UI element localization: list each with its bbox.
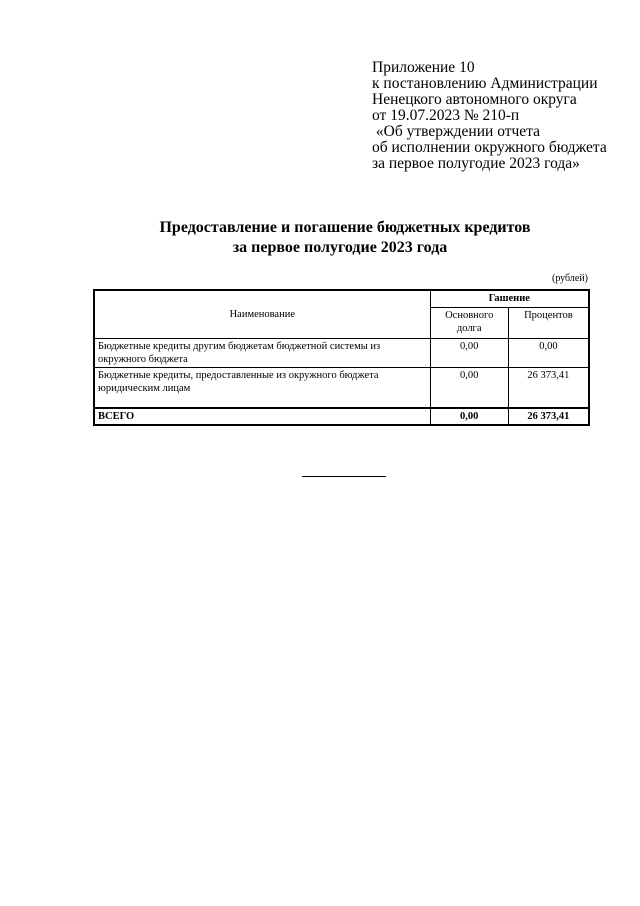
table-row bbox=[94, 368, 589, 409]
units-label: (рублей) bbox=[551, 273, 588, 284]
header-name: Наименование bbox=[94, 290, 430, 339]
row-name: Бюджетные кредиты другим бюджетам бюджетной системы из окружного бюджета bbox=[94, 339, 430, 368]
header-interest: Процентов bbox=[508, 308, 589, 339]
document-title: Предоставление и погашение бюджетных кредитов bbox=[159, 219, 531, 236]
total-label: ВСЕГО bbox=[94, 408, 430, 425]
appendix-line: «Об утверждении отчета bbox=[372, 123, 541, 140]
appendix-line: Приложение 10 bbox=[372, 60, 475, 76]
row-interest: 0,00 bbox=[508, 339, 589, 368]
appendix-line: от 19.07.2023 № 210-п bbox=[372, 107, 520, 124]
total-principal: 0,00 bbox=[430, 408, 508, 425]
row-interest: 26 373,41 bbox=[508, 368, 589, 409]
end-divider bbox=[302, 476, 386, 477]
appendix-line: за первое полугодие 2023 года» bbox=[372, 155, 580, 172]
total-row bbox=[94, 408, 589, 425]
header-repayment: Гашение bbox=[430, 290, 589, 308]
credits-table bbox=[93, 289, 590, 426]
appendix-line: к постановлению Администрации bbox=[372, 75, 598, 92]
appendix-line: Ненецкого автономного округа bbox=[372, 91, 577, 108]
header-principal: Основного долга bbox=[430, 308, 508, 339]
table-row bbox=[94, 339, 589, 368]
row-principal: 0,00 bbox=[430, 339, 508, 368]
appendix-line: об исполнении окружного бюджета bbox=[372, 139, 607, 156]
total-interest: 26 373,41 bbox=[508, 408, 589, 425]
appendix-block bbox=[372, 60, 640, 172]
row-name: Бюджетные кредиты, предоставленные из окружного бюджета юридическим лицам bbox=[94, 368, 430, 409]
document-subtitle: за первое полугодие 2023 года bbox=[232, 239, 448, 256]
row-principal: 0,00 bbox=[430, 368, 508, 409]
